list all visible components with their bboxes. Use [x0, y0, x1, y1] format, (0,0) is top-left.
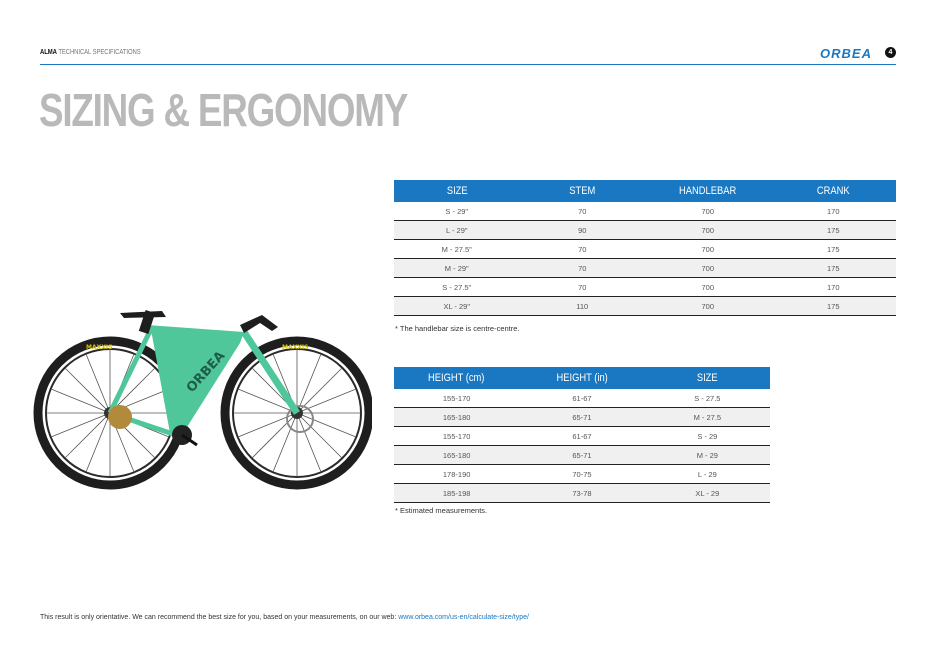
orbea-logo: ORBEA: [820, 46, 872, 61]
cell-size: S - 27.5: [645, 389, 770, 408]
cell-handlebar: 700: [645, 278, 771, 297]
cell-handlebar: 700: [645, 221, 771, 240]
cell-height-in: 61-67: [519, 427, 644, 446]
footer-disclaimer: [40, 614, 529, 621]
size-calculator-link[interactable]: www.orbea.com/us-en/calculate-size/type/: [398, 614, 529, 621]
col-header-size: SIZE: [394, 180, 520, 202]
cell-height-cm: 178-190: [394, 465, 519, 484]
table-row: [394, 240, 896, 259]
cell-handlebar: 700: [645, 259, 771, 278]
height-table: [394, 367, 770, 503]
cell-crank: 175: [771, 297, 897, 316]
estimate-note: * Estimated measurements.: [395, 506, 488, 515]
page-title: SIZING & ERGONOMY: [39, 84, 408, 136]
cell-crank: 170: [771, 278, 897, 297]
page-header: [40, 48, 896, 65]
table-row: [394, 389, 770, 408]
col-header-height-cm: HEIGHT (cm): [394, 367, 519, 389]
cell-stem: 70: [520, 202, 646, 221]
cell-stem: 70: [520, 278, 646, 297]
cell-stem: 90: [520, 221, 646, 240]
col-header-handlebar: HANDLEBAR: [645, 180, 771, 202]
cell-size: XL - 29: [645, 484, 770, 503]
rear-tire-label: MAXXIS: [86, 344, 113, 351]
cell-handlebar: 700: [645, 202, 771, 221]
cell-height-cm: 165-180: [394, 446, 519, 465]
cell-height-in: 65-71: [519, 408, 644, 427]
cell-size: M - 29: [645, 446, 770, 465]
cell-crank: 175: [771, 240, 897, 259]
cell-height-in: 65-71: [519, 446, 644, 465]
cell-height-in: 70-75: [519, 465, 644, 484]
cell-height-in: 73-78: [519, 484, 644, 503]
col-header-crank: CRANK: [771, 180, 897, 202]
height-table-header: [394, 367, 770, 389]
handlebar-note: * The handlebar size is centre-centre.: [395, 324, 520, 333]
table-row: [394, 297, 896, 316]
cell-crank: 175: [771, 221, 897, 240]
components-table: [394, 180, 896, 316]
cell-size: S - 29: [645, 427, 770, 446]
cell-height-cm: 165-180: [394, 408, 519, 427]
cell-height-cm: 155-170: [394, 389, 519, 408]
table-row: [394, 408, 770, 427]
cell-size: S - 29": [394, 202, 520, 221]
cell-size: XL - 29": [394, 297, 520, 316]
cell-height-cm: 155-170: [394, 427, 519, 446]
table-row: [394, 427, 770, 446]
page-number: 4: [885, 47, 896, 58]
table-row: [394, 484, 770, 503]
cell-stem: 70: [520, 240, 646, 259]
table-row: [394, 446, 770, 465]
table-row: [394, 202, 896, 221]
col-header-height-in: HEIGHT (in): [519, 367, 644, 389]
table-row: [394, 259, 896, 278]
col-header-size: SIZE: [645, 367, 770, 389]
table-row: [394, 221, 896, 240]
cell-crank: 175: [771, 259, 897, 278]
cell-handlebar: 700: [645, 297, 771, 316]
cell-crank: 170: [771, 202, 897, 221]
table-row: [394, 465, 770, 484]
cell-size: L - 29: [645, 465, 770, 484]
cell-height-in: 61-67: [519, 389, 644, 408]
cell-handlebar: 700: [645, 240, 771, 259]
cell-size: M - 27.5: [645, 408, 770, 427]
header-section-label: [40, 49, 141, 56]
header-section: TECHNICAL SPECIFICATIONS: [58, 49, 141, 56]
bike-image: [32, 285, 372, 515]
header-model: ALMA: [40, 49, 57, 56]
footer-text: This result is only orientative. We can recommend the best size for you, based on your measurements, on our web:: [40, 614, 399, 621]
components-table-header: [394, 180, 896, 202]
cell-size: M - 29": [394, 259, 520, 278]
cell-size: L - 29": [394, 221, 520, 240]
cell-height-cm: 185-198: [394, 484, 519, 503]
table-row: [394, 278, 896, 297]
cell-size: M - 27.5": [394, 240, 520, 259]
cell-stem: 70: [520, 259, 646, 278]
frame-logo-text: ORBEA: [183, 348, 229, 396]
front-tire-label: MAXXIS: [282, 344, 309, 351]
cell-size: S - 27.5": [394, 278, 520, 297]
col-header-stem: STEM: [520, 180, 646, 202]
cell-stem: 110: [520, 297, 646, 316]
